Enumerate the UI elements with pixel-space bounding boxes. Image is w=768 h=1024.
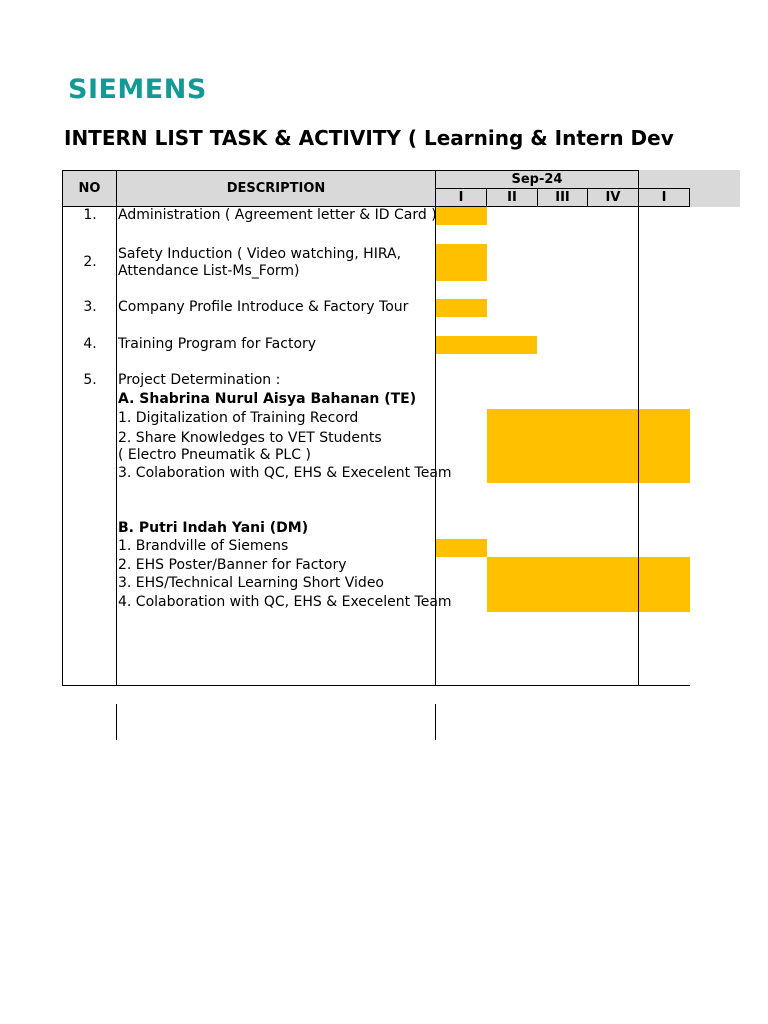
gantt-bar-intern-b-tasks <box>487 557 690 612</box>
intern-a-task: ( Electro Pneumatik & PLC ) <box>118 447 311 463</box>
row-number: 2. <box>83 254 97 270</box>
intern-a-task: 3. Colaboration with QC, EHS & Execelent Team <box>118 465 452 481</box>
row-description: Company Profile Introduce & Factory Tour <box>118 299 409 315</box>
row-description: Training Program for Factory <box>118 336 317 352</box>
gantt-bar-intern-b-task1 <box>436 539 487 557</box>
intern-b-task: 2. EHS Poster/Banner for Factory <box>118 557 347 573</box>
row-number: 4. <box>83 336 97 352</box>
intern-a-name: A. Shabrina Nurul Aisya Bahanan (TE) <box>118 391 417 407</box>
page-title: INTERN LIST TASK & ACTIVITY ( Learning & Intern Dev <box>64 126 674 150</box>
table-border-left <box>62 170 63 686</box>
row-number: 1. <box>83 207 97 223</box>
week-header: IV <box>605 189 621 205</box>
table-stub-line <box>116 704 117 740</box>
row-description-line2: Attendance List-Ms_Form) <box>118 263 300 279</box>
month-header: Sep-24 <box>511 171 563 187</box>
row-description: Project Determination : <box>118 372 281 388</box>
week-header: I <box>661 189 667 205</box>
no-column-border <box>116 170 117 686</box>
column-header-description: DESCRIPTION <box>226 181 326 196</box>
gantt-bar-row3 <box>436 299 487 317</box>
siemens-logo: SIEMENS <box>68 74 207 105</box>
row-description: Safety Induction ( Video watching, HIRA, <box>118 246 402 262</box>
intern-a-task: 2. Share Knowledges to VET Students <box>118 430 382 446</box>
week-header: II <box>507 189 517 205</box>
gantt-bar-row4 <box>436 336 537 354</box>
week-header: I <box>458 189 464 205</box>
intern-b-task: 1. Brandville of Siemens <box>118 538 289 554</box>
row-description: Administration ( Agreement letter & ID Card ) <box>118 207 437 223</box>
intern-b-name: B. Putri Indah Yani (DM) <box>118 520 309 536</box>
row-number: 5. <box>83 372 97 388</box>
intern-b-task: 3. EHS/Technical Learning Short Video <box>118 575 384 591</box>
gantt-bar-row1 <box>436 207 487 225</box>
week-header: III <box>555 189 570 205</box>
table-stub-line <box>435 704 436 740</box>
intern-b-task: 4. Colaboration with QC, EHS & Execelent Team <box>118 594 452 610</box>
intern-a-task: 1. Digitalization of Training Record <box>118 410 359 426</box>
month-column-border <box>638 170 639 686</box>
gantt-bar-intern-a <box>487 409 690 483</box>
row-number: 3. <box>83 299 97 315</box>
column-header-no: NO <box>78 181 101 196</box>
gantt-bar-row2 <box>436 244 487 281</box>
week-divider <box>689 188 690 207</box>
table-border-bottom <box>62 685 690 686</box>
